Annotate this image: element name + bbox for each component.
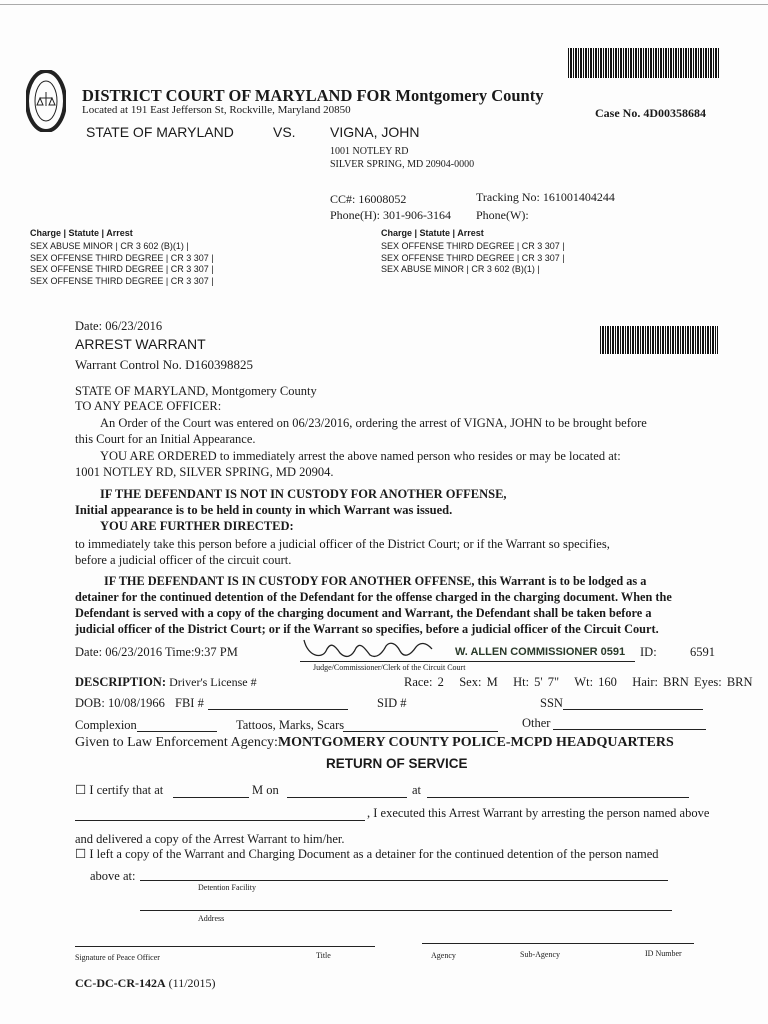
ordered-text: YOU ARE ORDERED to immediately arrest the above named person who resides or may be located at: — [100, 449, 621, 463]
plaintiff: STATE OF MARYLAND — [86, 124, 234, 140]
complexion-line — [137, 731, 217, 732]
weight: Wt: 160 — [574, 675, 617, 689]
charge-item: SEX OFFENSE THIRD DEGREE | CR 3 307 | — [381, 252, 565, 263]
court-location: Located at 191 East Jefferson St, Rockville, Maryland 20850 — [82, 104, 351, 116]
judge-signature — [300, 639, 450, 660]
charge-item: SEX ABUSE MINOR | CR 3 602 (B)(1) | — [381, 264, 540, 274]
tracking-number: Tracking No: 161001404244 — [476, 190, 615, 204]
tattoos-line — [343, 731, 498, 732]
further-directed-heading: YOU ARE FURTHER DIRECTED: — [100, 519, 294, 533]
at-label: at — [412, 783, 422, 797]
fbi-label: FBI # — [175, 696, 204, 710]
hair: Hair: BRN — [632, 675, 689, 689]
charge-item: SEX OFFENSE THIRD DEGREE | CR 3 307 | — [381, 241, 565, 251]
other-line — [553, 729, 706, 730]
agency-line[interactable] — [422, 943, 694, 944]
court-seal-icon — [26, 70, 66, 132]
title-label: Title — [316, 951, 331, 960]
directed-text: to immediately take this person before a judicial officer of the District Court; or if the Warrant so specifies, — [75, 537, 610, 551]
stamp-name: W. ALLEN — [455, 646, 508, 658]
order-text: this Court for an Initial Appearance. — [75, 432, 256, 446]
fbi-line — [208, 709, 348, 710]
defendant-address-1: 1001 NOTLEY RD — [330, 146, 409, 157]
id-number-label: ID Number — [645, 949, 682, 958]
certify-label: I certify that at — [89, 783, 164, 797]
charges-right-header: Charge | Statute | Arrest — [381, 228, 484, 238]
charge-item: SEX ABUSE MINOR | CR 3 602 (B)(1) | — [30, 241, 189, 251]
charge-item: SEX OFFENSE THIRD DEGREE | CR 3 307 | — [30, 275, 214, 286]
agency-label: Given to Law Enforcement Agency: — [75, 735, 278, 750]
in-custody-text: IF THE DEFENDANT IS IN CUSTODY FOR ANOTHER OFFENSE, this Warrant is to be lodged as a — [104, 574, 647, 588]
executed-line[interactable] — [75, 820, 365, 821]
cc-number: CC#: 16008052 — [330, 192, 407, 206]
court-title: DISTRICT COURT OF MARYLAND FOR Montgomery County — [82, 86, 544, 105]
eyes: Eyes: BRN — [693, 675, 753, 689]
time-line[interactable] — [173, 797, 249, 798]
tattoos-label: Tattoos, Marks, Scars — [236, 718, 345, 732]
defendant-address-2: SILVER SPRING, MD 20904-0000 — [330, 159, 475, 170]
directed-text: before a judicial officer of the circuit court. — [75, 553, 292, 567]
location-line[interactable] — [427, 797, 689, 798]
scan-edge — [0, 4, 768, 5]
commissioner-stamp — [455, 646, 625, 659]
form-revision: (11/2015) — [168, 976, 216, 990]
detention-facility-label: Detention Facility — [198, 883, 256, 892]
initial-appearance-text: Initial appearance is to be held in county in which Warrant was issued. — [75, 503, 453, 517]
executed-text: , I executed this Arrest Warrant by arresting the person named above — [367, 806, 710, 820]
charge-item: SEX OFFENSE THIRD DEGREE | CR 3 307 | — [30, 264, 214, 274]
agency-name: MONTGOMERY COUNTY POLICE-MCPD HEADQUARTERS — [277, 735, 674, 750]
defendant-name: VIGNA, JOHN — [330, 124, 420, 140]
case-number: Case No. 4D00358684 — [595, 106, 706, 120]
race: Race: 2 — [404, 675, 444, 689]
warrant-date: Date: 06/23/2016 — [75, 319, 163, 333]
signature-officer-label: Signature of Peace Officer — [75, 953, 160, 962]
charges-right-list — [381, 241, 565, 276]
versus: VS. — [273, 124, 296, 140]
description-label: DESCRIPTION: — [75, 675, 166, 689]
order-text: An Order of the Court was entered on 06/23/2016, ordering the arrest of VIGNA, JOHN to be brought before — [100, 416, 647, 430]
id-label: ID: — [640, 645, 657, 659]
not-in-custody-heading: IF THE DEFENDANT IS NOT IN CUSTODY FOR ANOTHER OFFENSE, — [100, 487, 507, 501]
stamp-title: COMMISSIONER 0591 — [510, 646, 626, 658]
detention-facility-line[interactable] — [140, 880, 668, 881]
complexion-label: Complexion — [75, 718, 137, 732]
m-on-label: M on — [252, 783, 279, 797]
height: Ht: 5' 7" — [513, 675, 560, 689]
physical-description — [404, 675, 753, 690]
charges-left-list — [30, 241, 214, 287]
signature-date-time: Date: 06/23/2016 Time:9:37 PM — [75, 645, 238, 659]
charge-item: SEX OFFENSE THIRD DEGREE | CR 3 307 | — [30, 252, 214, 263]
left-copy-text: I left a copy of the Warrant and Charging Document as a detainer for the continued detention of the person named — [89, 847, 659, 861]
signature-officer-line[interactable] — [75, 946, 375, 947]
warrant-title: ARREST WARRANT — [75, 336, 206, 352]
phone-work: Phone(W): — [476, 208, 529, 222]
in-custody-text: detainer for the continued detention of the Defendant for the offense charged in the charging document. When the — [75, 590, 672, 604]
address-label: Address — [198, 914, 225, 923]
phone-home: Phone(H): 301-906-3164 — [330, 208, 451, 222]
arrest-warrant-document: DISTRICT COURT OF MARYLAND FOR Montgomery County Located at 191 East Jefferson St, Rockville, Maryland 20850 Case No. 4D00358684 STATE OF MARYLAND VS. VIGNA, JOHN 1001 NOTLEY RD SILVER SPRING, MD 20904-0000 CC#: 16008052 Tracking No: 161001404244 Phone(H): 301-906-3164 Phone(W): Charge | Statute | Arrest SEX ABUSE MINOR | CR 3 602 (B)(1) | SEX OFFENSE THIRD DEGREE | CR 3 307 | SEX OFFENSE THIRD DEGREE | CR 3 307 | SEX OFFENSE THIRD DEGREE | CR 3 307 | Charge | Statute | Arrest SEX OFFENSE THIRD DEGREE | CR 3 307 | SEX OFFENSE THIRD DEGREE | CR 3 307 | SEX ABUSE MINOR | CR 3 602 (B)(1) | Date: 06/23/2016 ARREST WARRANT Warrant Control No. D160398825 STATE OF MARYLAND, Montgomery County TO ANY PEACE OFFICER: An Order of the Court was entered on 06/23/2016, ordering the arrest of VIGNA, JOHN to be brought before this Court for an Initial Appearance. YOU ARE ORDERED to immediately arrest the above named person who resides or may be located at: 1001 NOTLEY RD, SILVER SPRING, MD 20904. IF THE DEFENDANT IS NOT IN CUSTODY FOR ANOTHER OFFENSE, Initial appearance is to be held in county in which Warrant was issued. YOU ARE FURTHER DIRECTED: to immediately take this person before a judicial officer of the District Court; or if the Warrant so specifies, before a judicial officer of the circuit court. IF THE DEFENDANT IS IN CUSTODY FOR ANOTHER OFFENSE, this Warrant is to be lodged as a detainer for the continued detention of the Defendant for the offense charged in the charging document. When the Defendant is served with a copy of the charging document and Warrant, the Defendant shall be taken before a judicial officer of the District Court; or if the Warrant so specifies, before a judicial officer of the Circuit Court. Date: 06/23/2016 Time:9:37 PM W. ALLEN COMMISSIONER 0591 Judge/Commissioner/Clerk of the Circuit Court ID: 6591 DESCRIPTION: Driver's License # Race: 2 Sex: M Ht: 5' 7" Wt: 160 Hair: BRN Eyes: BRN DOB: 10/08/1966 FBI # SID # SSN Complexion Tattoos, Marks, Scars Other Given to Law Enforcement Agency:MONTGOMERY COUNTY POLICE-MCPD HEADQUARTERS RETURN OF SERVICE ☐ I certify that at M on at , I executed this Arrest Warrant by arresting the person named above and delivered a copy of the Arrest Warrant to him/her. ☐ I left a copy of the Warrant and Charging Document as a detainer for the continued detention of the person named above at: Detention Facility Address Signature of Peace Officer Title Agency Sub-Agency ID Number CC-DC-CR-142A (11/2015) — [0, 0, 768, 1024]
dob: DOB: 10/08/1966 — [75, 696, 165, 710]
above-at-label: above at: — [90, 869, 136, 883]
signature-line — [300, 661, 635, 662]
case-barcode — [568, 48, 720, 78]
in-custody-text: judicial officer of the District Court; or if the Warrant so specifies, before a judicial officer of the Circuit Court. — [75, 622, 659, 636]
id-value: 6591 — [690, 645, 715, 659]
ssn-line — [563, 709, 703, 710]
address-line[interactable] — [140, 910, 672, 911]
delivered-text: and delivered a copy of the Arrest Warrant to him/her. — [75, 832, 345, 846]
state-line: STATE OF MARYLAND, Montgomery County — [75, 384, 317, 398]
warrant-barcode — [600, 326, 718, 354]
other-label: Other — [522, 716, 551, 730]
agency-field-label: Agency — [431, 951, 456, 960]
ssn-label: SSN — [540, 696, 563, 710]
sid-label: SID # — [377, 696, 407, 710]
sex: Sex: M — [459, 675, 498, 689]
return-of-service-title: RETURN OF SERVICE — [326, 756, 468, 771]
date-line[interactable] — [287, 797, 407, 798]
sub-agency-label: Sub-Agency — [520, 950, 560, 959]
to-officer: TO ANY PEACE OFFICER: — [75, 399, 222, 413]
warrant-control-number: Warrant Control No. D160398825 — [75, 357, 254, 372]
drivers-license: Driver's License # — [169, 675, 257, 689]
ordered-text: 1001 NOTLEY RD, SILVER SPRING, MD 20904. — [75, 465, 334, 479]
charges-left-header: Charge | Statute | Arrest — [30, 228, 133, 238]
signature-label: Judge/Commissioner/Clerk of the Circuit Court — [313, 663, 466, 672]
form-number: CC-DC-CR-142A — [75, 976, 166, 990]
in-custody-text: Defendant is served with a copy of the charging document and Warrant, the Defendant shall be taken before a — [75, 606, 652, 620]
